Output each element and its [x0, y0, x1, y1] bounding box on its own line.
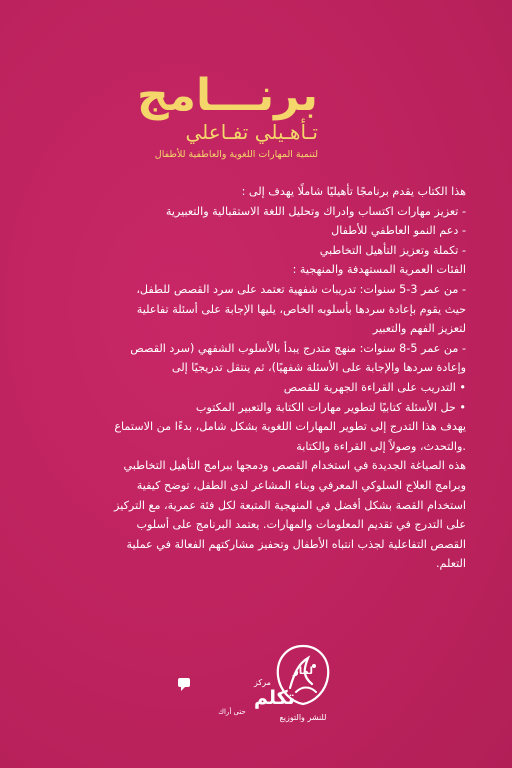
body-line: - من عمر 5-8 سنوات: منهج متدرج يبدأ بالأسلوب الشفهي (سرد القصص: [130, 341, 466, 355]
intro-line: هذا الكتاب يقدم برنامجًا تأهيليًا شاملًا يهدف إلى :: [241, 185, 466, 198]
body-line: القصص التفاعلية لجذب انتباه الأطفال وتحفيز مشاركتهم الفعالة في عملية: [126, 537, 466, 551]
body-line: وإعادة سردها والإجابة على الأسئلة شفهيًا)، ثم ينتقل تدريجيًا إلى: [171, 361, 466, 375]
body-line: يهدف هذا التدرج إلى تطوير المهارات اللغوية بشكل شامل، بدءًا من الاستماع: [114, 420, 466, 434]
program-title: برنـــامج: [136, 70, 318, 121]
program-tagline: لتنمية المهارات اللغوية والعاطفية للأطفال: [154, 149, 318, 160]
body-line: حيث يقوم بإعادة سردها بأسلوبه الخاص، يليها الإجابة على أسئلة تفاعلية: [136, 302, 466, 316]
center-top-label: مركز: [254, 678, 271, 687]
goal-item: - تكملة وتعزيز التأهيل التخاطبي: [319, 243, 466, 257]
title-block: [108, 70, 318, 162]
section-heading: الفئات العمرية المستهدفة والمنهجية :: [292, 263, 466, 277]
program-subtitle: تـأهـيلي تفـاعلي: [185, 120, 318, 144]
body-line: على التدرج في تقديم المعلومات والمهارات. يعتمد البرنامج على أسلوب: [136, 518, 466, 532]
body-line: وبرامج العلاج السلوكي المعرفي وبناء المشاعر لدى الطفل، توضح كيفية: [136, 478, 466, 492]
goal-item: - تعزيز مهارات اكتساب وادراك وتحليل اللغة الاستقبالية والتعبيرية: [165, 204, 466, 218]
goal-item: - دعم النمو العاطفي للأطفال: [331, 224, 466, 238]
speech-center-logo: [176, 674, 295, 716]
body-line: .والتحدث، وصولاً إلى القراءة والكتابة: [296, 439, 466, 453]
body-line: هذه الصياغة الجديدة في استخدام القصص ودمجها ببرامج التأهيل التخاطبي: [123, 459, 466, 473]
speech-bubble-icon: [178, 678, 190, 691]
bullet-item: • حل الأسئلة كتابيًا لتطوير مهارات الكتابة والتعبير المكتوب: [44, 398, 466, 418]
body-line: استخدام القصة بشكل أفضل في المنهجية المتبعة لكل فئة عمرية، مع التركيز: [114, 498, 466, 512]
publisher-name: لمار: [293, 666, 313, 677]
bullet-item: • التدريب على القراءة الجهرية للقصص: [44, 378, 466, 398]
center-slogan: حتى أراك: [218, 708, 246, 716]
body-line: لتعزيز الفهم والتعبير: [372, 322, 466, 336]
body-line: - من عمر 3-5 سنوات: تدريبات شفهية تعتمد على سرد القصص للطفل،: [136, 282, 466, 296]
publisher-caption: للنشر والتوزيع: [279, 713, 327, 722]
book-description: [44, 182, 466, 574]
body-line: التعلم.: [436, 557, 466, 571]
publisher-logo: [268, 640, 338, 730]
center-name: تكلم: [254, 687, 295, 709]
